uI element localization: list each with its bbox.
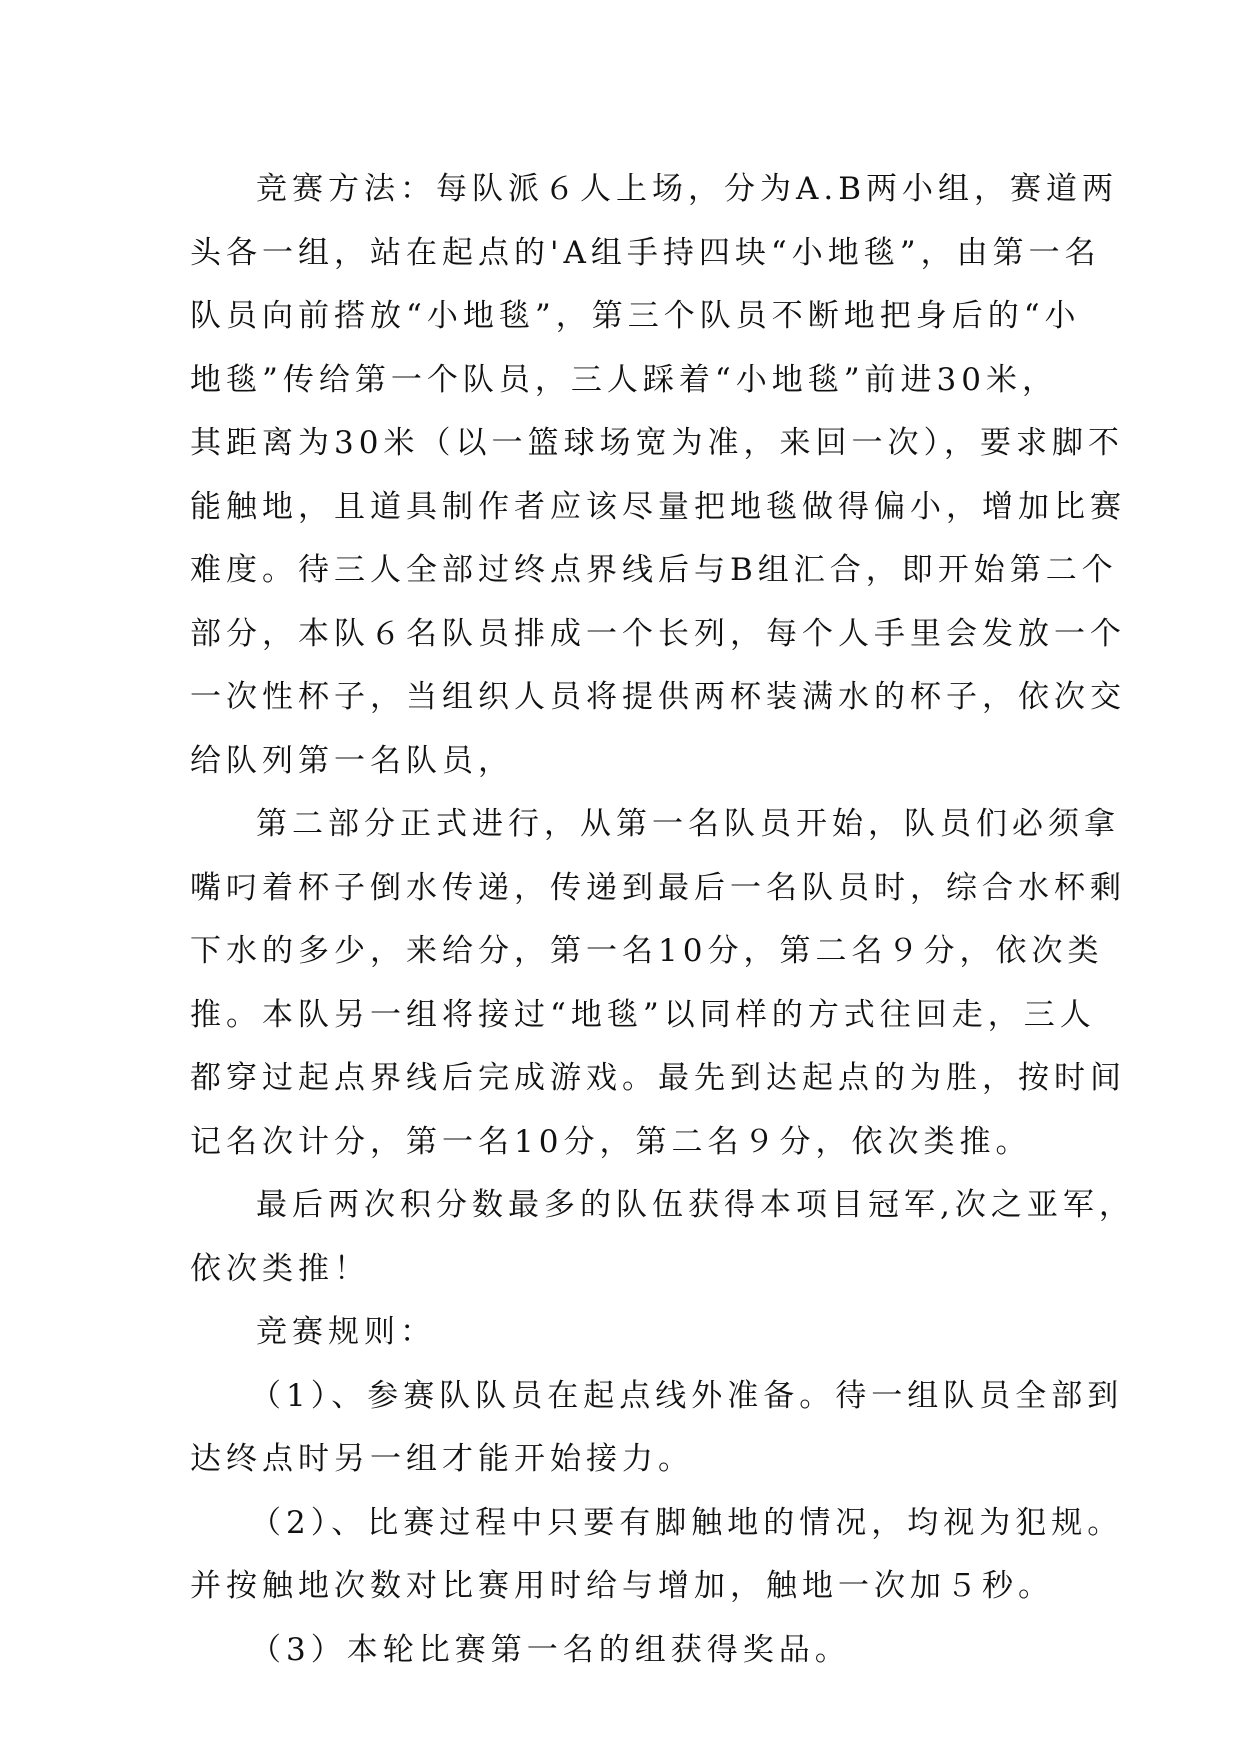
text-line: 部分，本队６名队员排成一个长列，每个人手里会发放一个 [190,615,1126,652]
rule-item-1 [190,1365,1124,1492]
text-line: 最后两次积分数最多的队伍获得本项目冠军,次之亚军， [256,1187,1135,1223]
text-line: 竞赛规则： [256,1314,436,1350]
text-line: （1）、参赛队队员在起点线外准备。待一组队员全部到 [250,1377,1124,1414]
text-line: 队员向前搭放“小地毯”，第三个队员不断地把身后的“小 [190,298,1081,334]
text-line: 推。本队另一组将接过“地毯”以同样的方式往回走，三人 [190,996,1096,1033]
text-line: 难度。待三人全部过终点界线后与B组汇合，即开始第二个 [190,552,1118,588]
text-line: 竞赛方法：每队派６人上场，分为A.B两小组，赛道两 [256,171,1119,207]
text-line: 给队列第一名队员， [190,742,514,779]
text-line: 一次性杯子，当组织人员将提供两杯装满水的杯子，依次交 [190,679,1126,715]
rule-item-3 [190,1619,1070,1683]
text-line: 下水的多少，来给分，第一名10分，第二名９分，依次类 [190,933,1104,969]
text-line: 依次类推！ [190,1250,370,1287]
text-line: 地毯”传给第一个队员，三人踩着“小地毯”前进30米， [190,361,1058,398]
text-line: 都穿过起点界线后完成游戏。最先到达起点的为胜，按时间 [190,1060,1126,1096]
text-line: 嘴叼着杯子倒水传递，传递到最后一名队员时，综合水杯剩 [190,869,1126,906]
text-line: 其距离为30米（以一篮球场宽为准，来回一次），要求脚不 [190,425,1124,461]
text-line: 达终点时另一组才能开始接力。 [190,1441,694,1477]
text-line: （2）、比赛过程中只要有脚触地的情况，均视为犯规。 [250,1504,1124,1541]
text-line: 第二部分正式进行，从第一名队员开始，队员们必须拿 [256,806,1120,842]
text-line: （3）本轮比赛第一名的组获得奖品。 [250,1631,851,1668]
rule-item-2 [190,1492,1124,1619]
text-line: 能触地，且道具制作者应该尽量把地毯做得偏小，增加比赛 [190,488,1126,525]
text-line: 记名次计分，第一名10分，第二名９分，依次类推。 [190,1123,1032,1160]
paragraph-second-part [190,793,1126,1174]
section-heading-rules [190,1301,1070,1365]
text-line: 并按触地次数对比赛用时给与增加，触地一次加５秒。 [190,1568,1054,1604]
document-body [190,158,1135,1682]
paragraph-competition-method [190,158,1126,793]
paragraph-final-ranking [190,1174,1135,1301]
text-line: 头各一组，站在起点的'A组手持四块“小地毯”，由第一名 [190,234,1101,271]
